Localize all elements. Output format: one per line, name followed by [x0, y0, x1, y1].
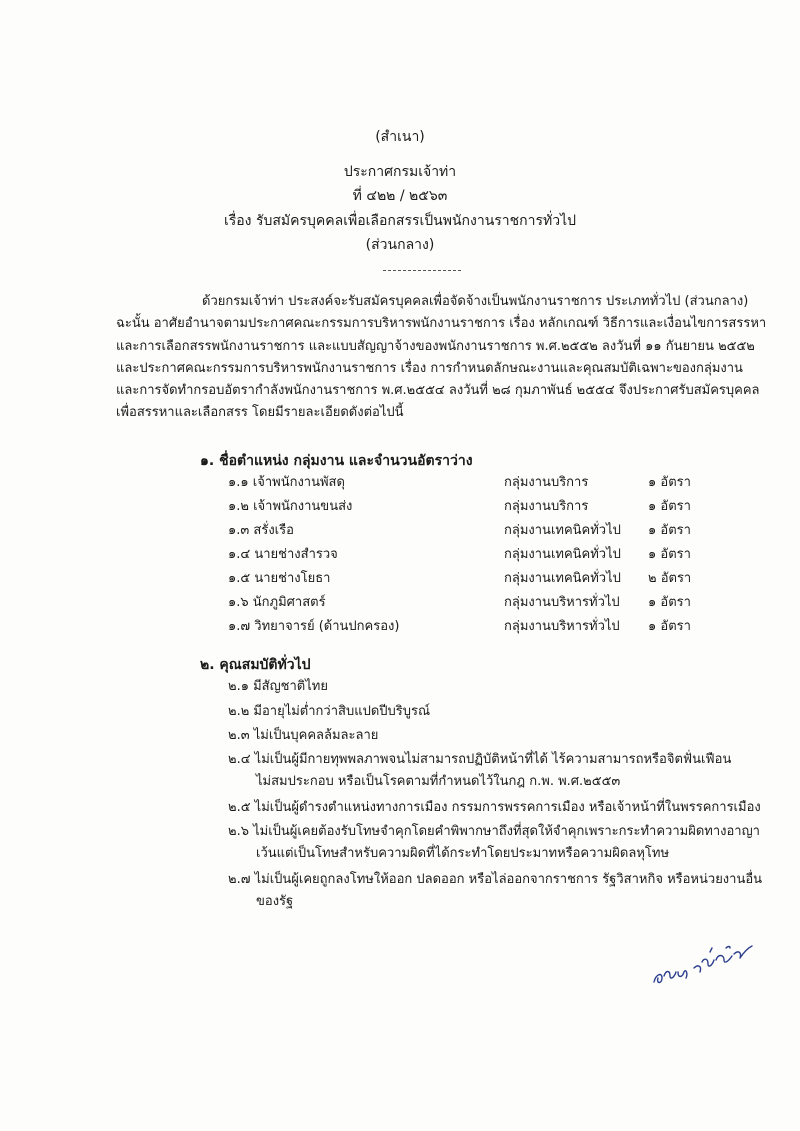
- copy-mark: (สำเนา): [375, 129, 425, 145]
- qualification-item: [228, 749, 732, 793]
- position-name: ๑.๖ นักภูมิศาสตร์: [228, 595, 326, 610]
- intro-line: ด้วยกรมเจ้าท่า ประสงค์จะรับสมัครบุคคลเพื่อจัดจ้างเป็นพนักงานราชการ ประเภททั่วไป (ส่วนกลาง): [202, 294, 749, 309]
- position-group: กลุ่มงานเทคนิคทั่วไป: [504, 571, 621, 586]
- position-name: ๑.๗ วิทยาจารย์ (ด้านปกครอง): [228, 619, 400, 634]
- position-row: [228, 616, 698, 638]
- position-name: ๑.๕ นายช่างโยธา: [228, 571, 331, 586]
- position-row: [228, 496, 698, 518]
- announcement-number: ที่ ๔๒๒ / ๒๕๖๓: [352, 188, 448, 204]
- position-name: ๑.๑ เจ้าพนักงานพัสดุ: [228, 475, 345, 490]
- position-name: ๑.๓ สรั่งเรือ: [228, 523, 294, 538]
- position-count: ๒ อัตรา: [648, 571, 692, 586]
- intro-line: และการจัดทำกรอบอัตรากำลังพนักงานราชการ พ.ศ.๒๕๕๔ ลงวันที่ ๒๘ กุมภาพันธ์ ๒๕๕๔ จึงประกาศรับสมัครบุคคล: [116, 383, 760, 399]
- position-group: กลุ่มงานบริหารทั่วไป: [504, 595, 620, 610]
- position-group: กลุ่มงานเทคนิคทั่วไป: [504, 523, 621, 538]
- qualification-item: [228, 821, 760, 865]
- qualification-text: ๒.๑ มีสัญชาติไทย: [228, 679, 328, 694]
- qualification-item: [228, 676, 708, 698]
- position-name: ๑.๔ นายช่างสำรวจ: [228, 547, 338, 562]
- position-row: [228, 472, 698, 494]
- position-count: ๑ อัตรา: [648, 547, 691, 562]
- intro-line: และการเลือกสรรพนักงานราชการ และแบบสัญญาจ้างของพนักงานราชการ พ.ศ.๒๕๕๒ ลงวันที่ ๑๑ กันยายน ๒๕๕๒: [116, 338, 755, 354]
- qualification-text-continued: ของรัฐ: [256, 894, 294, 909]
- qualification-item: [228, 725, 708, 747]
- position-count: ๑ อัตรา: [648, 475, 691, 490]
- position-name: ๑.๒ เจ้าพนักงานขนส่ง: [228, 499, 353, 514]
- intro-line: เพื่อสรรหาและเลือกสรร โดยมีรายละเอียดดังต่อไปนี้: [116, 405, 404, 421]
- handwritten-signature: [648, 928, 760, 988]
- position-group: กลุ่มงานบริการ: [504, 499, 589, 514]
- position-row: [228, 568, 698, 590]
- intro-line: ฉะนั้น อาศัยอำนาจตามประกาศคณะกรรมการบริหารพนักงานราชการ เรื่อง หลักเกณฑ์ วิธีการและเงื่อนไขการสรรหา: [116, 316, 767, 332]
- header-divider: [383, 270, 461, 271]
- qualification-text: ๒.๗ ไม่เป็นผู้เคยถูกลงโทษให้ออก ปลดออก หรือไล่ออกจากราชการ รัฐวิสาหกิจ หรือหน่วยงานอื่น: [228, 872, 763, 887]
- position-row: [228, 544, 698, 566]
- qualification-item: [228, 869, 763, 913]
- issuer-title: ประกาศกรมเจ้าท่า: [343, 164, 457, 180]
- qualification-text: ๒.๖ ไม่เป็นผู้เคยต้องรับโทษจำคุกโดยคำพิพากษาถึงที่สุดให้จำคุกเพราะกระทำความผิดทางอาญา: [228, 824, 760, 839]
- subject-line: เรื่อง รับสมัครบุคคลเพื่อเลือกสรรเป็นพนักงานราชการทั่วไป: [223, 213, 577, 229]
- position-count: ๑ อัตรา: [648, 499, 691, 514]
- qualification-item: [228, 797, 761, 819]
- position-count: ๑ อัตรา: [648, 619, 691, 634]
- position-row: [228, 520, 698, 542]
- position-count: ๑ อัตรา: [648, 523, 691, 538]
- qualification-text-continued: เว้นแต่เป็นโทษสำหรับความผิดที่ได้กระทำโดยประมาทหรือความผิดลหุโทษ: [256, 846, 670, 861]
- qualification-text-continued: ไม่สมประกอบ หรือเป็นโรคตามที่กำหนดไว้ในกฎ ก.พ. พ.ศ.๒๕๕๓: [256, 774, 621, 789]
- section2-heading: ๒. คุณสมบัติทั่วไป: [200, 657, 311, 673]
- position-group: กลุ่มงานเทคนิคทั่วไป: [504, 547, 621, 562]
- qualification-text: ๒.๒ มีอายุไม่ต่ำกว่าสิบแปดปีบริบูรณ์: [228, 704, 431, 719]
- qualification-text: ๒.๓ ไม่เป็นบุคคลล้มละลาย: [228, 728, 379, 743]
- position-group: กลุ่มงานบริหารทั่วไป: [504, 619, 620, 634]
- position-row: [228, 592, 698, 614]
- qualification-item: [228, 701, 708, 723]
- intro-paragraph: [116, 291, 767, 425]
- subject-subtitle: (ส่วนกลาง): [365, 237, 435, 253]
- position-group: กลุ่มงานบริการ: [504, 475, 589, 490]
- intro-line: และประกาศคณะกรรมการบริหารพนักงานราชการ เรื่อง การกำหนดลักษณะงานและคุณสมบัติเฉพาะของกลุ่มงาน: [116, 360, 743, 376]
- position-count: ๑ อัตรา: [648, 595, 691, 610]
- qualification-text: ๒.๔ ไม่เป็นผู้มีกายทุพพลภาพจนไม่สามารถปฏิบัติหน้าที่ได้ ไร้ความสามารถหรือจิตฟั่นเฟือน: [228, 752, 732, 767]
- qualification-text: ๒.๕ ไม่เป็นผู้ดำรงตำแหน่งทางการเมือง กรรมการพรรคการเมือง หรือเจ้าหน้าที่ในพรรคการเมือง: [228, 800, 761, 815]
- section1-heading: ๑. ชื่อตำแหน่ง กลุ่มงาน และจำนวนอัตราว่าง: [200, 453, 473, 469]
